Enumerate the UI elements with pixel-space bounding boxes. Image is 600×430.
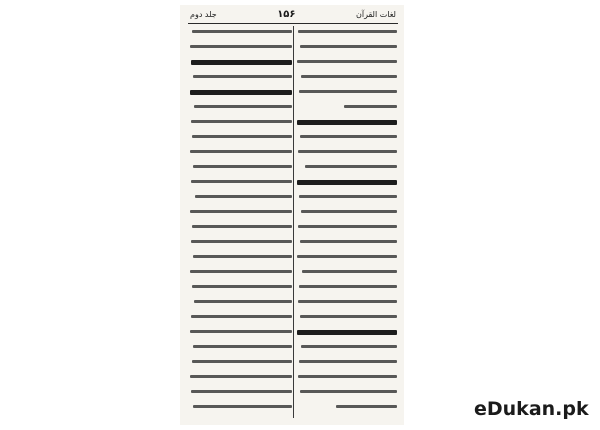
text-line [190,210,292,213]
text-line [192,30,292,33]
page-header [190,8,396,22]
text-line [191,120,292,123]
text-line [190,270,292,273]
text-line [300,240,397,243]
text-line [191,240,292,243]
column-divider [293,26,294,418]
text-line [344,105,397,108]
book-title: لغات القرآن [355,10,396,19]
text-line [305,165,397,168]
text-column-right [295,26,397,418]
text-line [298,225,397,228]
text-line [193,75,292,78]
text-line [302,270,397,273]
text-line [193,165,292,168]
text-line [194,105,292,108]
text-line [336,405,397,408]
text-line [297,330,397,335]
text-line [300,390,397,393]
text-line [301,345,397,348]
text-line [194,300,292,303]
text-line [190,330,292,333]
text-line [298,150,397,153]
text-column-left [188,26,292,418]
text-line [299,285,397,288]
text-line [193,345,292,348]
text-line [191,390,292,393]
text-line [299,195,397,198]
text-line [190,90,292,95]
text-line [301,210,397,213]
watermark: eDukan.pk [474,398,589,420]
text-line [193,255,292,258]
text-line [300,315,397,318]
text-line [300,135,397,138]
volume-label: جلد دوم [190,10,217,19]
text-line [191,180,292,183]
text-line [297,120,397,125]
text-line [299,360,397,363]
text-line [192,225,292,228]
text-line [298,30,397,33]
text-line [190,375,292,378]
text-line [193,405,292,408]
text-line [190,45,292,48]
text-line [298,375,397,378]
text-line [192,135,292,138]
text-line [195,195,292,198]
text-line [297,60,397,63]
text-line [297,180,397,185]
text-line [192,285,292,288]
text-line [192,360,292,363]
text-line [191,60,292,65]
text-line [297,255,397,258]
text-line [190,150,292,153]
text-line [298,300,397,303]
text-line [299,90,397,93]
text-line [301,75,397,78]
header-rule [188,23,398,24]
text-line [300,45,397,48]
page-number: ۱۵۶ [277,9,296,20]
text-line [191,315,292,318]
